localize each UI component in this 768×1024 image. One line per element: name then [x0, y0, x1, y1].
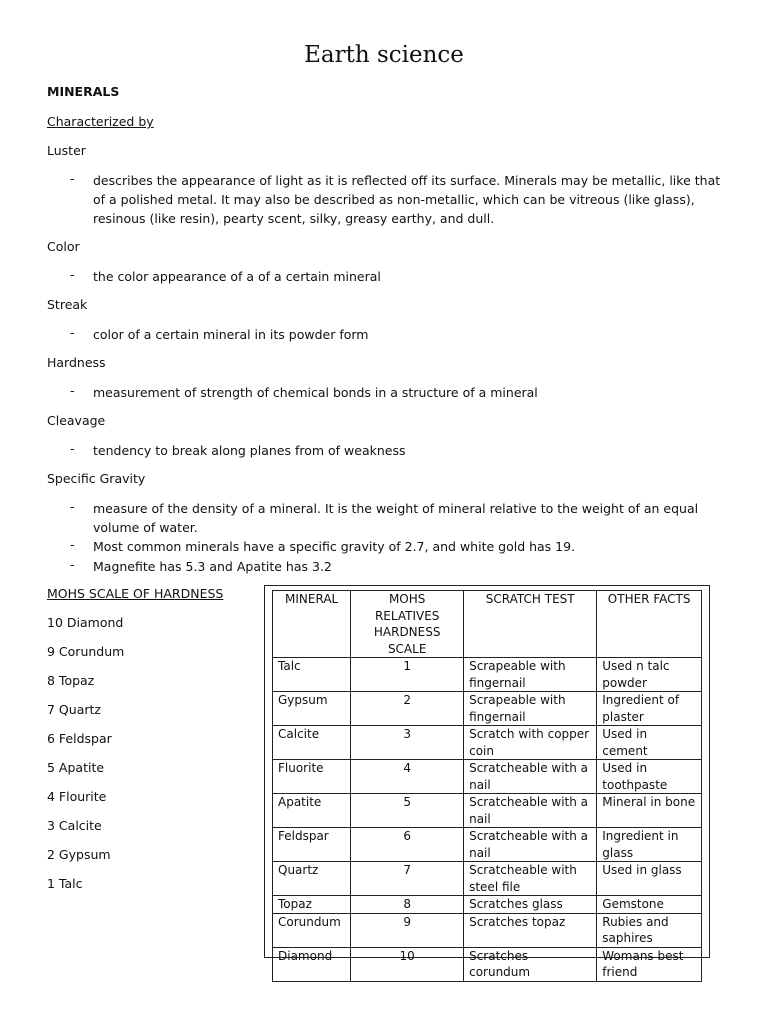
document-title: Earth science: [304, 42, 464, 68]
column-header-other-facts: OTHER FACTS: [597, 591, 702, 658]
bullet-text: tendency to break along planes from of weakness: [93, 443, 406, 458]
hardness-cell: 2: [351, 692, 464, 726]
mohs-table: [272, 590, 702, 982]
scratch-test-cell: Scrapeable with fingernail: [464, 658, 597, 692]
table-row: [273, 726, 702, 760]
table-header-row: [273, 591, 702, 658]
table-row: [273, 828, 702, 862]
other-facts-cell: Rubies and saphires: [597, 913, 702, 947]
mineral-cell: Quartz: [273, 862, 351, 896]
bullet-dash: -: [70, 383, 75, 398]
scratch-test-cell: Scratch with copper coin: [464, 726, 597, 760]
other-facts-cell: Ingredient of plaster: [597, 692, 702, 726]
table-row: [273, 658, 702, 692]
hardness-cell: 10: [351, 947, 464, 981]
table-row: [273, 896, 702, 914]
hardness-cell: 1: [351, 658, 464, 692]
mineral-cell: Gypsum: [273, 692, 351, 726]
property-specific-gravity-label: Specific Gravity: [47, 471, 146, 486]
property-cleavage-label: Cleavage: [47, 413, 106, 428]
scratch-test-cell: Scrapeable with fingernail: [464, 692, 597, 726]
hardness-cell: 6: [351, 828, 464, 862]
column-header-scratch-test: SCRATCH TEST: [464, 591, 597, 658]
mohs-scale-heading: MOHS SCALE OF HARDNESS: [47, 586, 224, 601]
table-row: [273, 913, 702, 947]
mineral-cell: Diamond: [273, 947, 351, 981]
hardness-cell: 8: [351, 896, 464, 914]
mohs-list-item: 10 Diamond: [47, 615, 124, 630]
mohs-list-item: 6 Feldspar: [47, 731, 112, 746]
subheading-characterized-by: Characterized by: [47, 114, 154, 129]
bullet-text: Most common minerals have a specific gravity of 2.7, and white gold has 19.: [93, 539, 576, 554]
mohs-list-item: 8 Topaz: [47, 673, 95, 688]
property-hardness-label: Hardness: [47, 355, 106, 370]
scratch-test-cell: Scratcheable with a nail: [464, 760, 597, 794]
column-header-mineral: MINERAL: [273, 591, 351, 658]
bullet-dash: -: [70, 325, 75, 340]
other-facts-cell: Ingredient in glass: [597, 828, 702, 862]
mineral-cell: Feldspar: [273, 828, 351, 862]
bullet-text: color of a certain mineral in its powder form: [93, 327, 369, 342]
mineral-cell: Apatite: [273, 794, 351, 828]
table-row: [273, 794, 702, 828]
hardness-cell: 9: [351, 913, 464, 947]
mohs-list-item: 7 Quartz: [47, 702, 101, 717]
mohs-list-item: 3 Calcite: [47, 818, 102, 833]
section-heading-minerals: MINERALS: [47, 84, 120, 99]
other-facts-cell: Used in cement: [597, 726, 702, 760]
mohs-list-item: 4 Flourite: [47, 789, 107, 804]
hardness-cell: 4: [351, 760, 464, 794]
mohs-list-item: 5 Apatite: [47, 760, 105, 775]
hardness-cell: 3: [351, 726, 464, 760]
scratch-test-cell: Scratches glass: [464, 896, 597, 914]
bullet-dash: -: [70, 441, 75, 456]
other-facts-cell: Mineral in bone: [597, 794, 702, 828]
table-row: [273, 862, 702, 896]
hardness-cell: 5: [351, 794, 464, 828]
scratch-test-cell: Scratcheable with steel file: [464, 862, 597, 896]
table-row: [273, 692, 702, 726]
other-facts-cell: Used n talc powder: [597, 658, 702, 692]
mineral-cell: Talc: [273, 658, 351, 692]
bullet-text: describes the appearance of light as it is reflected off its surface. Minerals may be metallic, like that of a polished metal. It may also be described as non-metallic, which can be vitreous (like glass), resinous (like resin), pearty scent, silky, greasy earthy, and dull.: [93, 173, 721, 226]
mohs-list-item: 2 Gypsum: [47, 847, 111, 862]
other-facts-cell: Gemstone: [597, 896, 702, 914]
other-facts-cell: Used in toothpaste: [597, 760, 702, 794]
property-luster-label: Luster: [47, 143, 86, 158]
scratch-test-cell: Scratcheable with a nail: [464, 794, 597, 828]
mineral-cell: Fluorite: [273, 760, 351, 794]
bullet-dash: -: [70, 537, 75, 552]
bullet-dash: -: [70, 557, 75, 572]
property-streak-label: Streak: [47, 297, 88, 312]
table-row: [273, 947, 702, 981]
bullet-text: Magnefite has 5.3 and Apatite has 3.2: [93, 559, 332, 574]
table-row: [273, 760, 702, 794]
scratch-test-cell: Scratches topaz: [464, 913, 597, 947]
mineral-cell: Topaz: [273, 896, 351, 914]
bullet-dash: -: [70, 267, 75, 282]
mineral-cell: Corundum: [273, 913, 351, 947]
property-color-label: Color: [47, 239, 80, 254]
scratch-test-cell: Scratches corundum: [464, 947, 597, 981]
mineral-cell: Calcite: [273, 726, 351, 760]
bullet-text: the color appearance of a of a certain mineral: [93, 269, 381, 284]
mohs-list-item: 9 Corundum: [47, 644, 125, 659]
bullet-text: measure of the density of a mineral. It is the weight of mineral relative to the weight of an equal volume of water.: [93, 501, 699, 535]
mohs-list-item: 1 Talc: [47, 876, 83, 891]
other-facts-cell: Used in glass: [597, 862, 702, 896]
bullet-dash: -: [70, 171, 75, 186]
other-facts-cell: Womans best friend: [597, 947, 702, 981]
column-header-hardness-scale: MOHS RELATIVES HARDNESS SCALE: [351, 591, 464, 658]
scratch-test-cell: Scratcheable with a nail: [464, 828, 597, 862]
bullet-text: measurement of strength of chemical bonds in a structure of a mineral: [93, 385, 538, 400]
bullet-dash: -: [70, 499, 75, 514]
hardness-cell: 7: [351, 862, 464, 896]
